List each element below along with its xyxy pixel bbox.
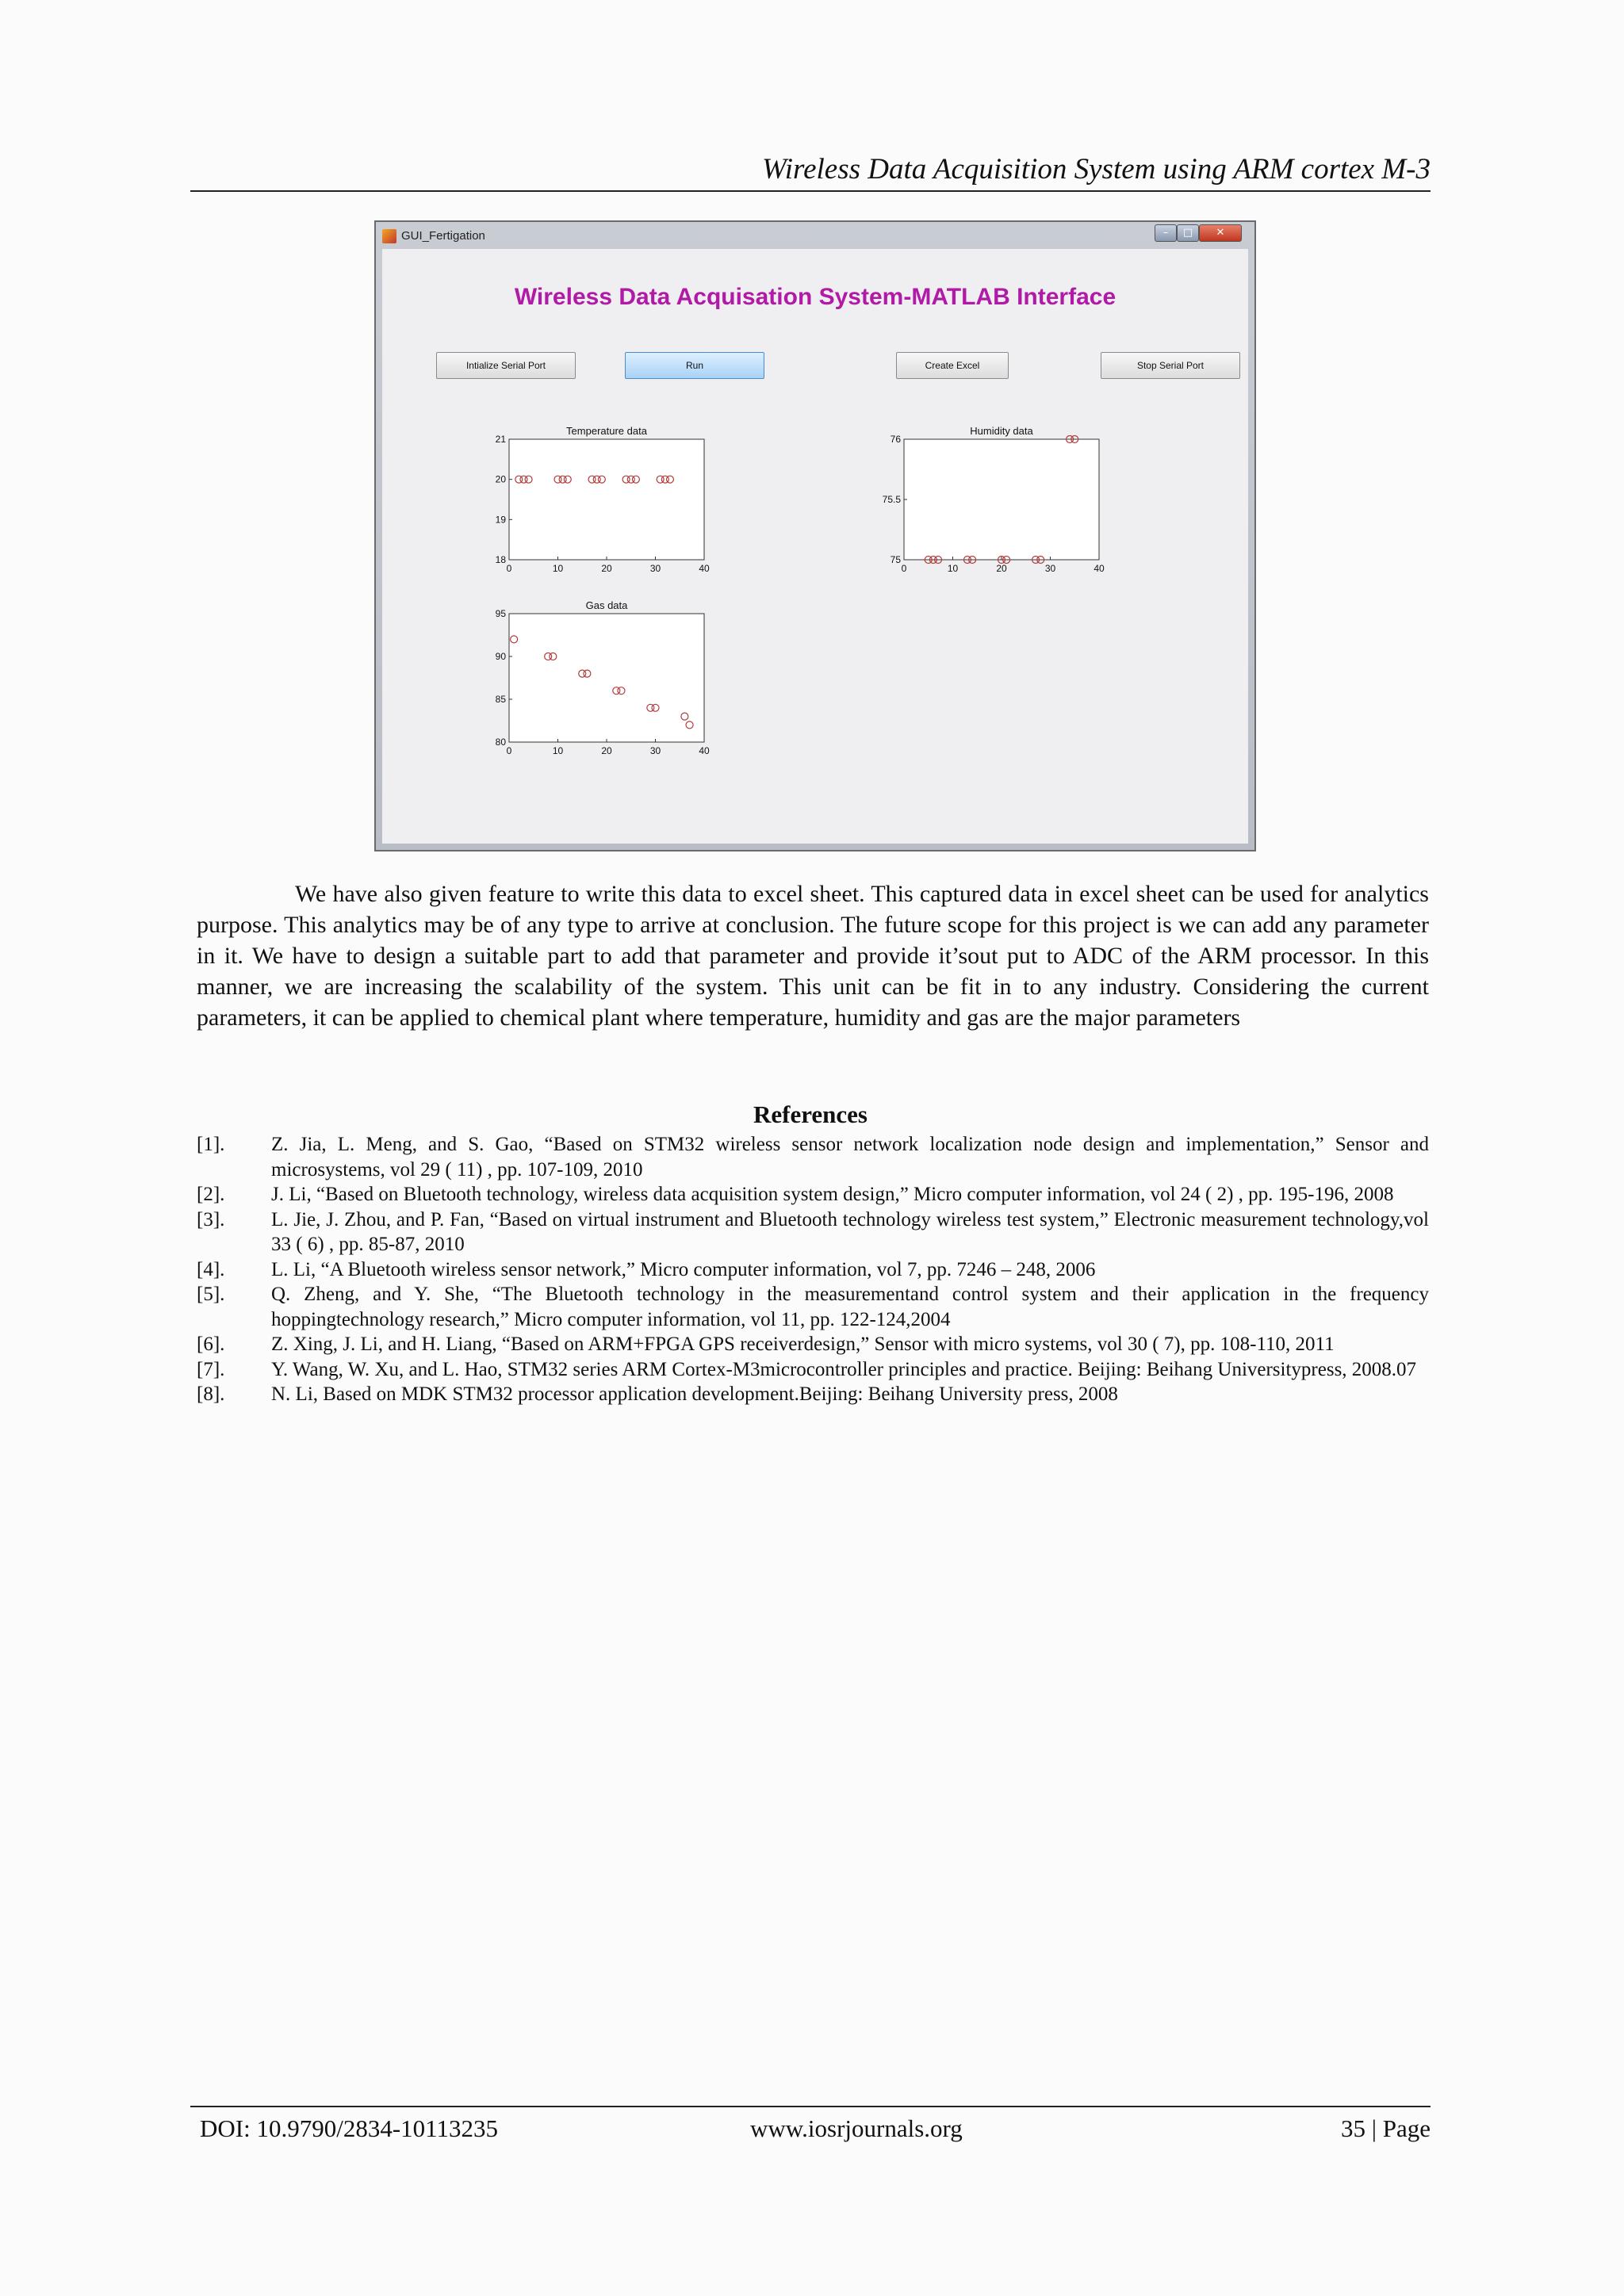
gui-heading: Wireless Data Acquisation System-MATLAB Interface bbox=[514, 284, 1116, 310]
reference-item bbox=[197, 1382, 1429, 1407]
footer-page-number: 35 | Page bbox=[1341, 2114, 1431, 2142]
run-button[interactable]: Run bbox=[625, 352, 764, 379]
reference-number: [1]. bbox=[197, 1134, 225, 1155]
create-excel-button[interactable]: Create Excel bbox=[896, 352, 1009, 379]
reference-item bbox=[197, 1282, 1429, 1332]
y-tick-label: 85 bbox=[495, 694, 506, 705]
y-tick-label: 21 bbox=[495, 434, 506, 445]
reference-text: Q. Zheng, and Y. She, “The Bluetooth technology in the measurementand control system and their application in the frequency hoppingtechnology research,” Micro computer information, vol 11, pp. 122-124,2004 bbox=[271, 1284, 1429, 1330]
references-heading: References bbox=[753, 1100, 868, 1128]
window-titlebar[interactable] bbox=[376, 222, 1254, 249]
y-tick-label: 18 bbox=[495, 554, 506, 565]
matlab-gui-window bbox=[374, 220, 1256, 851]
y-tick-label: 75.5 bbox=[882, 494, 901, 505]
window-client-area bbox=[382, 249, 1248, 844]
y-tick-label: 90 bbox=[495, 651, 506, 662]
reference-text: Z. Xing, J. Li, and H. Liang, “Based on ARM+FPGA GPS receiverdesign,” Sensor with micro systems, vol 30 ( 7), pp. 108-110, 2011 bbox=[271, 1334, 1335, 1355]
temperature-plot[interactable] bbox=[481, 423, 718, 582]
plot-axes-box bbox=[904, 439, 1099, 560]
header-rule bbox=[190, 190, 1431, 192]
temperature-plot-svg bbox=[481, 423, 718, 582]
plot-axes-box bbox=[509, 614, 704, 742]
window-title: GUI_Fertigation bbox=[401, 229, 485, 243]
close-button[interactable]: ✕ bbox=[1199, 224, 1242, 242]
y-tick-label: 76 bbox=[890, 434, 901, 445]
x-tick-label: 10 bbox=[552, 745, 564, 756]
humidity-plot-svg bbox=[860, 423, 1177, 582]
y-tick-label: 19 bbox=[495, 514, 506, 526]
reference-text: L. Jie, J. Zhou, and P. Fan, “Based on virtual instrument and Bluetooth technology wireless test system,” Electronic measurement technology,vol 33 ( 6) , pp. 85-87, 2010 bbox=[271, 1208, 1429, 1255]
x-tick-label: 30 bbox=[1044, 563, 1056, 574]
footer-doi: DOI: 10.9790/2834-10113235 bbox=[200, 2114, 498, 2142]
x-tick-label: 10 bbox=[947, 563, 959, 574]
plot-title: Temperature data bbox=[566, 425, 647, 437]
reference-text: Z. Jia, L. Meng, and S. Gao, “Based on STM32 wireless sensor network localization node design and implementation,” Sensor and microsystems, vol 29 ( 11) , pp. 107-109, 2010 bbox=[271, 1134, 1429, 1181]
reference-number: [6]. bbox=[197, 1334, 225, 1355]
body-paragraph: We have also given feature to write this data to excel sheet. This captured data in excel sheet can be used for analytics purpose. This analytics may be of any type to arrive at conclusion. The future scope for this project is we can add any parameter in it. We have to design a suitable part to add that parameter and provide it’sout put to ADC of the ARM processor. In this manner, we are increasing the scalability of the system. This unit can be fit in to any industry. Considering the current parameters, it can be applied to chemical plant where temperature, humidity and gas are the major parameters bbox=[197, 881, 1429, 1031]
maximize-button[interactable]: □ bbox=[1177, 224, 1199, 242]
running-header: Wireless Data Acquisition System using ARM cortex M-3 bbox=[762, 153, 1431, 186]
reference-number: [8]. bbox=[197, 1383, 225, 1405]
gas-plot[interactable] bbox=[481, 598, 718, 764]
x-tick-label: 0 bbox=[506, 745, 512, 756]
x-tick-label: 0 bbox=[901, 563, 907, 574]
reference-number: [3]. bbox=[197, 1208, 225, 1230]
y-tick-label: 20 bbox=[495, 473, 506, 485]
reference-item bbox=[197, 1132, 1429, 1182]
reference-number: [2]. bbox=[197, 1184, 225, 1205]
plot-title: Humidity data bbox=[970, 425, 1033, 437]
y-tick-label: 80 bbox=[495, 737, 506, 748]
reference-item bbox=[197, 1332, 1429, 1357]
reference-number: [7]. bbox=[197, 1358, 225, 1380]
plot-axes-box bbox=[509, 439, 704, 560]
reference-item bbox=[197, 1257, 1429, 1283]
y-tick-label: 75 bbox=[890, 554, 901, 565]
reference-text: L. Li, “A Bluetooth wireless sensor network,” Micro computer information, vol 7, pp. 7246 – 248, 2006 bbox=[271, 1258, 1096, 1280]
x-tick-label: 40 bbox=[699, 745, 710, 756]
matlab-app-icon bbox=[382, 229, 396, 243]
reference-text: J. Li, “Based on Bluetooth technology, wireless data acquisition system design,” Micro computer information, vol 24 ( 2) , pp. 195-196, 2008 bbox=[271, 1184, 1394, 1205]
reference-number: [5]. bbox=[197, 1284, 225, 1305]
footer-rule bbox=[190, 2106, 1431, 2107]
x-tick-label: 20 bbox=[601, 563, 612, 574]
x-tick-label: 40 bbox=[699, 563, 710, 574]
gas-plot-svg bbox=[481, 598, 718, 764]
x-tick-label: 0 bbox=[506, 563, 512, 574]
y-tick-label: 95 bbox=[495, 608, 506, 619]
x-tick-label: 20 bbox=[996, 563, 1007, 574]
reference-item bbox=[197, 1357, 1429, 1383]
stop-serial-port-button[interactable]: Stop Serial Port bbox=[1101, 352, 1240, 379]
reference-item bbox=[197, 1207, 1429, 1257]
references-list bbox=[197, 1132, 1429, 1407]
plot-title: Gas data bbox=[585, 599, 628, 611]
reference-text: N. Li, Based on MDK STM32 processor application development.Beijing: Beihang University press, 2008 bbox=[271, 1383, 1118, 1405]
humidity-plot[interactable] bbox=[860, 423, 1177, 582]
reference-number: [4]. bbox=[197, 1258, 225, 1280]
x-tick-label: 30 bbox=[649, 745, 661, 756]
x-tick-label: 30 bbox=[649, 563, 661, 574]
footer-website: www.iosrjournals.org bbox=[750, 2114, 963, 2142]
x-tick-label: 20 bbox=[601, 745, 612, 756]
x-tick-label: 10 bbox=[552, 563, 564, 574]
reference-text: Y. Wang, W. Xu, and L. Hao, STM32 series ARM Cortex-M3microcontroller principles and practice. Beijing: Beihang Universitypress, 2008.07 bbox=[271, 1358, 1417, 1380]
reference-item bbox=[197, 1182, 1429, 1207]
initialize-serial-port-button[interactable]: Intialize Serial Port bbox=[436, 352, 576, 379]
minimize-button[interactable]: – bbox=[1155, 224, 1177, 242]
x-tick-label: 40 bbox=[1094, 563, 1105, 574]
